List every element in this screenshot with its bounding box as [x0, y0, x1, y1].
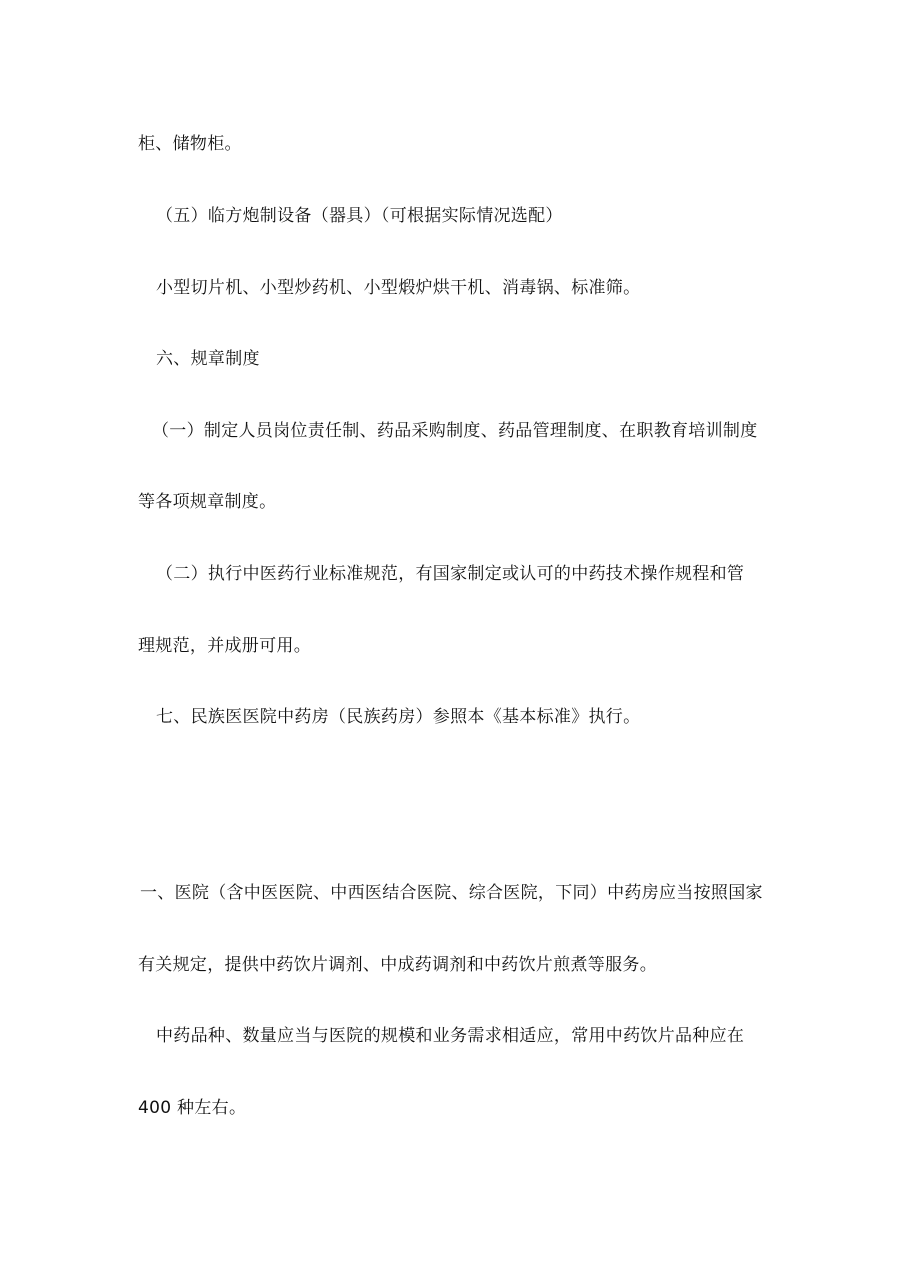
section-heading-rules: 六、规章制度 — [156, 349, 260, 369]
paragraph-rules-1-line-1: （一）制定人员岗位责任制、药品采购制度、药品管理制度、在职教育培训制度 — [152, 421, 758, 441]
paragraph-rules-1-line-2: 等各项规章制度。 — [138, 492, 277, 512]
paragraph-varieties-line-1: 中药品种、数量应当与医院的规模和业务需求相适应，常用中药饮片品种应在 — [156, 1026, 745, 1046]
paragraph-hospital-line-2: 有关规定，提供中药饮片调剂、中成药调剂和中药饮片煎煮等服务。 — [138, 955, 657, 975]
paragraph-rules-2-line-1: （二）执行中医药行业标准规范，有国家制定或认可的中药技术操作规程和管 — [156, 564, 745, 584]
paragraph-varieties-line-2: 400 种左右。 — [138, 1098, 247, 1118]
section-heading-processing-equipment: （五）临方炮制设备（器具）（可根据实际情况选配） — [156, 206, 563, 226]
text-line-equipment-list: 小型切片机、小型炒药机、小型煅炉烘干机、消毒锅、标准筛。 — [156, 278, 641, 298]
text-line-cabinets: 柜、储物柜。 — [138, 134, 242, 154]
paragraph-rules-2-line-2: 理规范，并成册可用。 — [138, 636, 311, 656]
section-heading-ethnic-hospital: 七、民族医医院中药房（民族药房）参照本《基本标准》执行。 — [156, 707, 641, 727]
paragraph-hospital-line-1: 一、医院（含中医医院、中西医结合医院、综合医院，下同）中药房应当按照国家 — [140, 883, 763, 903]
